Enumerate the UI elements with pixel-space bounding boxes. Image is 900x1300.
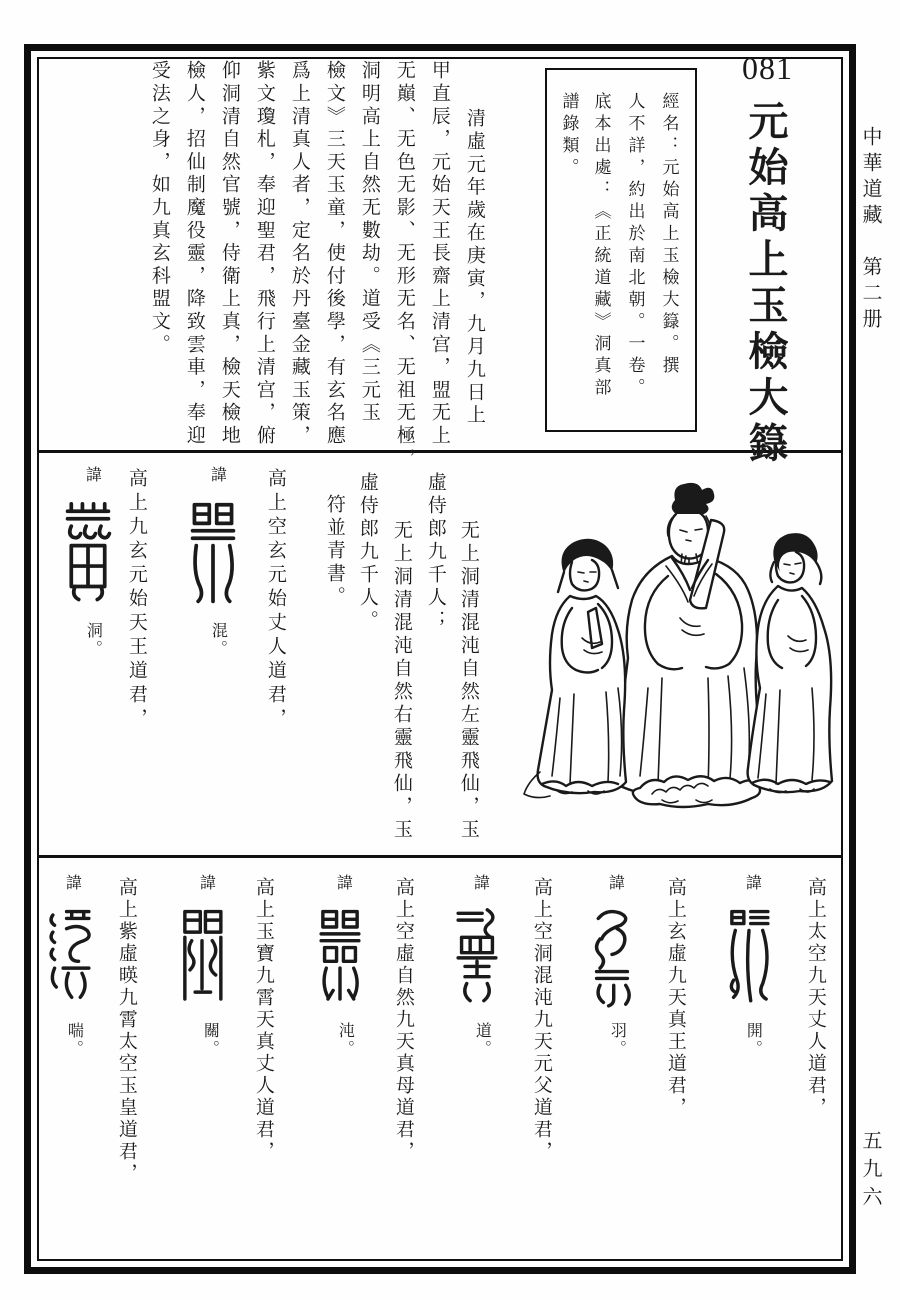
seal-glyph-dao (453, 900, 501, 1014)
middle-column: 虛侍郎九千人； (424, 472, 446, 633)
deity-name: 高上玉寶九霄天真丈人道君， (252, 877, 274, 1163)
abstract-line: 經名：元始高上玉檢大籙。撰 (659, 92, 679, 378)
hui-reading: 開。 (744, 1022, 762, 1058)
intro-column: 爲上清真人者，定名於丹臺金藏玉策， (288, 60, 310, 448)
section-divider-bottom (39, 855, 841, 858)
intro-column: 清虛元年歲在庚寅，九月九日上 (463, 108, 485, 428)
hui-reading: 關。 (201, 1022, 219, 1058)
deity-name: 高上紫虛暎九霄太空玉皇道君， (115, 877, 137, 1185)
document-title: 元始高上玉檢大籙 (743, 100, 788, 468)
seal-glyph-guan (178, 900, 226, 1014)
series-label: 中華道藏 第二册 (859, 126, 881, 334)
deity-name: 高上空玄元始丈人道君， (264, 468, 286, 732)
middle-column: 无上洞清混沌自然左靈飛仙，玉 (457, 520, 479, 842)
deity-name: 高上太空九天丈人道君， (804, 877, 826, 1119)
middle-column: 符並青書。 (323, 494, 345, 609)
seal-glyph-dong (62, 492, 114, 616)
seal-glyph-chuan (46, 900, 94, 1014)
section-divider-top (39, 450, 841, 453)
three-daoist-figures-illustration (512, 478, 852, 828)
intro-column: 仰洞清自然官號，侍衛上真，檢天檢地 (218, 60, 240, 448)
middle-column: 无上洞清混沌自然右靈飛仙，玉 (390, 520, 412, 842)
intro-column: 紫文瓊札，奉迎聖君，飛行上清宫，俯 (253, 60, 275, 448)
hui-label: 諱 (471, 874, 489, 892)
seal-glyph-hun (187, 492, 239, 616)
hui-label: 諱 (83, 466, 101, 484)
intro-column: 檢人，招仙制魔役靈，降致雲車，奉迎 (183, 60, 205, 448)
hui-label: 諱 (743, 874, 761, 892)
seal-glyph-dun (316, 900, 364, 1014)
page-number: 五九六 (859, 1130, 881, 1214)
deity-name: 高上空洞混沌九天元父道君， (530, 877, 552, 1163)
hui-reading: 喘。 (65, 1022, 83, 1058)
seal-glyph-kai (725, 900, 773, 1014)
deity-name: 高上空虛自然九天真母道君， (392, 877, 414, 1163)
intro-column: 檢文》三天玉童，使付後學，有玄名應 (323, 60, 345, 448)
deity-name: 高上九玄元始天王道君， (125, 468, 147, 732)
hui-label: 諱 (334, 874, 352, 892)
middle-column: 虛侍郎九千人。 (356, 472, 378, 633)
deity-name: 高上玄虛九天真王道君， (664, 877, 686, 1119)
abstract-line: 譜錄類。 (559, 92, 579, 180)
hui-label: 諱 (208, 466, 226, 484)
intro-column: 甲直辰，元始天王長齋上清宫，盟无上 (428, 60, 450, 448)
seal-glyph-yu (588, 900, 636, 1014)
hui-reading: 羽。 (608, 1022, 626, 1058)
document-number: 081 (742, 50, 793, 86)
abstract-line: 底本出處：《正統道藏》洞真部 (591, 92, 611, 400)
intro-column: 洞明高上自然无數劫。道受《三元玉 (358, 60, 380, 425)
abstract-line: 人不詳，約出於南北朝。一卷。 (625, 92, 645, 400)
abstract-box (545, 68, 697, 432)
intro-column: 无巔、无色无影、无形无名、无祖无極， (393, 60, 415, 471)
hui-label: 諱 (197, 874, 215, 892)
hui-reading: 沌。 (336, 1022, 354, 1058)
hui-label: 諱 (63, 874, 81, 892)
intro-column: 受法之身，如九真玄科盟文。 (148, 60, 170, 357)
hui-label: 諱 (606, 874, 624, 892)
hui-reading: 道。 (473, 1022, 491, 1058)
hui-reading: 混。 (209, 622, 227, 658)
hui-reading: 洞。 (84, 622, 102, 658)
